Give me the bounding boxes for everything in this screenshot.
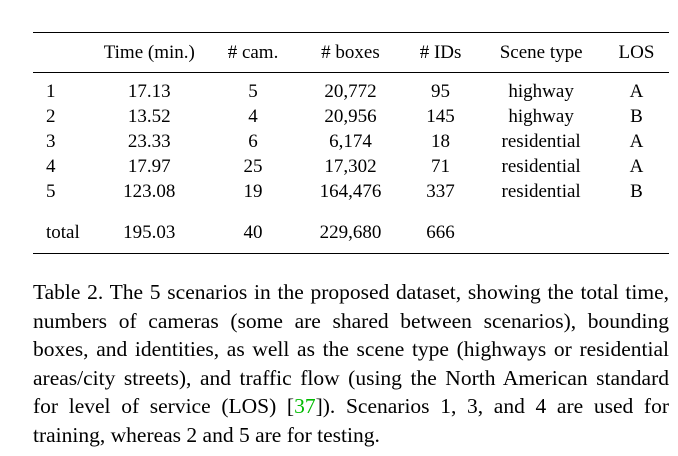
cell-scene-type: residential xyxy=(501,181,581,202)
cell-boxes: 17,302 xyxy=(324,156,377,177)
scenario-table xyxy=(33,32,669,254)
cell-cameras: 25 xyxy=(243,156,263,177)
cell-los: B xyxy=(630,106,643,127)
header-cameras: # cam. xyxy=(208,33,298,73)
header-ids: # IDs xyxy=(403,33,478,73)
cell-ids: 95 xyxy=(431,81,451,102)
cell-ids: 337 xyxy=(426,181,455,202)
cell-los: A xyxy=(629,156,644,177)
cell-scenario: 3 xyxy=(46,131,56,152)
cell-cameras: 5 xyxy=(248,81,258,102)
citation-link[interactable]: 37 xyxy=(294,394,316,418)
header-time: Time (min.) xyxy=(91,33,208,73)
cell-ids: 71 xyxy=(431,156,451,177)
cell-cameras: 19 xyxy=(243,181,263,202)
dataset-table-container xyxy=(33,32,669,254)
table-row xyxy=(33,73,669,105)
cell-scenario: 5 xyxy=(46,181,56,202)
header-scene-type: Scene type xyxy=(478,33,604,73)
table-row xyxy=(33,180,669,210)
cell-total-cameras: 40 xyxy=(208,209,298,254)
table-header xyxy=(33,33,669,73)
cell-scene-type: highway xyxy=(508,81,574,102)
cell-time: 17.97 xyxy=(127,156,171,177)
cell-cameras: 4 xyxy=(248,106,258,127)
total-row xyxy=(33,209,669,254)
cell-total-scene-type xyxy=(478,209,604,254)
cell-boxes: 164,476 xyxy=(319,181,382,202)
cell-cameras: 6 xyxy=(248,131,258,152)
cell-total-los xyxy=(604,209,669,254)
cell-boxes: 20,772 xyxy=(324,81,377,102)
table-row xyxy=(33,105,669,130)
table-body xyxy=(33,73,669,254)
table-caption xyxy=(33,278,669,449)
cell-total-label: total xyxy=(33,209,91,254)
cell-total-time: 195.03 xyxy=(91,209,208,254)
cell-time: 17.13 xyxy=(127,81,171,102)
cell-time: 123.08 xyxy=(123,181,176,202)
cell-scenario: 2 xyxy=(46,106,56,127)
header-boxes: # boxes xyxy=(298,33,403,73)
cell-ids: 145 xyxy=(426,106,455,127)
header-los: LOS xyxy=(604,33,669,73)
header-scenario xyxy=(33,33,91,73)
cell-scenario: 4 xyxy=(46,156,56,177)
cell-los: A xyxy=(629,81,644,102)
cell-scene-type: residential xyxy=(501,156,581,177)
cell-los: A xyxy=(629,131,644,152)
caption-text-end: ]). Scenarios 1, 3, and 4 are used for training, whereas 2 and 5 are for testing. xyxy=(33,394,669,447)
cell-scene-type: highway xyxy=(508,106,574,127)
cell-boxes: 20,956 xyxy=(324,106,377,127)
table-row xyxy=(33,155,669,180)
cell-ids: 18 xyxy=(431,131,451,152)
cell-boxes: 6,174 xyxy=(329,131,372,152)
cell-total-boxes: 229,680 xyxy=(298,209,403,254)
table-row xyxy=(33,130,669,155)
cell-time: 23.33 xyxy=(127,131,171,152)
cell-scene-type: residential xyxy=(501,131,581,152)
cell-time: 13.52 xyxy=(127,106,171,127)
cell-total-ids: 666 xyxy=(403,209,478,254)
caption-text-start: Table 2. The 5 scenarios in the proposed dataset, showing the total time, numbers of cameras (some are shared between scenarios), bounding boxes, and identities, as well as the scene type (highways or residential areas/city streets), and traffic flow (using the North American standard for level of service (LOS) [ xyxy=(33,280,669,418)
cell-scenario: 1 xyxy=(46,81,56,102)
header-row xyxy=(33,33,669,73)
cell-los: B xyxy=(630,181,643,202)
